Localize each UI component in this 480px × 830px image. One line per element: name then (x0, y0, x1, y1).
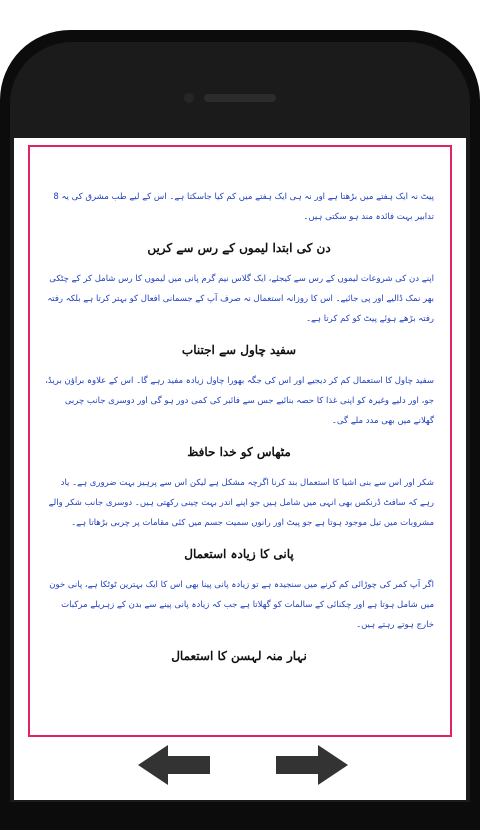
paragraph-water: اگر آپ کمر کی چوڑائی کم کرنے میں سنجیدہ ہے تو زیادہ پانی پینا بھی اس کا ایک بہترین ٹوٹکا ہے، پانی خون میں شامل ہوتا ہے اور چکنائی کے سالمات کو گھلاتا ہے جب کہ زیادہ پانی پینے سے بدن کے زہریلے مرکبات خارج ہوتے رہتے ہیں۔ (49, 580, 434, 630)
arrow-right-icon (274, 742, 350, 788)
arrow-left-icon (136, 742, 212, 788)
back-button[interactable] (136, 742, 212, 788)
navigation-bar (0, 742, 480, 800)
intro-paragraph: پیٹ نہ ایک ہفتے میں بڑھتا ہے اور نہ ہی ایک ہفتے میں کم کیا جاسکتا ہے۔ اس کے لیے طب مشرق کی یہ 8 تدابیر بہت فائدہ مند ہو سکتی ہیں۔ (53, 192, 434, 222)
section-heading-garlic: نہار منہ لہسن کا استعمال (171, 649, 307, 663)
paragraph-white-rice: سفید چاول کا استعمال کم کر دیجیے اور اس کی جگہ بھورا چاول زیادہ مفید رہے گا۔ اس کے علاوہ براؤن بریڈ، جو، اور دلیے وغیرہ کو اپنی غذا کا حصہ بنائیے جس سے فائبر کی کمی دور ہو گی اور دوسری جانب چربی گھلانے میں بھی مدد ملے گی۔ (45, 376, 434, 426)
section-heading-water: پانی کا زیادہ استعمال (184, 547, 294, 561)
phone-camera (184, 93, 194, 103)
section-heading-lemon: دن کی ابتدا لیموں کے رس سے کریں (147, 241, 331, 255)
phone-speaker (204, 94, 276, 102)
article-panel[interactable] (28, 145, 452, 737)
paragraph-lemon: اپنے دن کی شروعات لیموں کے رس سے کیجئے، ایک گلاس نیم گرم پانی میں لیموں کا رس شامل کر کے چٹکی بھر نمک ڈالیے اور پی جائیے۔ اس کا روزانہ استعمال نہ صرف آپ کے جسمانی افعال کو بہتر کرتا ہے بلکہ رفتہ رفتہ بڑھے ہوئے پیٹ کو کم کرتا ہے۔ (47, 274, 434, 324)
section-heading-white-rice: سفید چاول سے اجتناب (181, 343, 297, 357)
next-button[interactable] (274, 742, 350, 788)
paragraph-sugar: شکر اور اس سے بنی اشیا کا استعمال بند کرنا اگرچہ مشکل ہے لیکن اس سے پرہیز بہت ضروری ہے۔ یاد رہے کہ سافٹ ڈرنکس بھی انہی میں شامل ہیں جو اپنے اندر بہت چینی رکھتی ہیں۔ دوسری جانب شکر والے مشروبات میں تیل موجود ہوتا ہے جو پیٹ اور رانوں سمیت جسم میں کئی مقامات پر چربی بڑھاتا ہے۔ (48, 478, 434, 528)
section-heading-sugar: مٹھاس کو خدا حافظ (187, 445, 291, 459)
